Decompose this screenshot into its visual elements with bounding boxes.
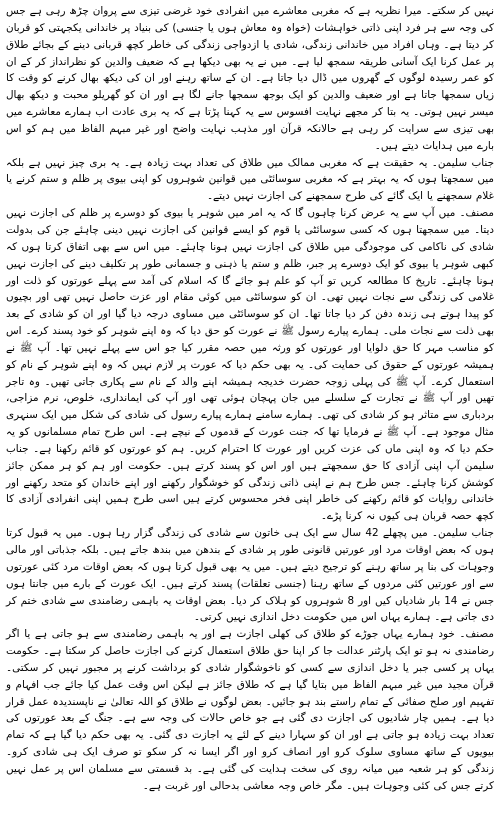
paragraph-intro: نہیں کر سکتے۔ میرا نظریہ ہے کہ مغربی معاشرے میں انفرادی خود غرضی تیزی سے پروان چڑھ رہی ہے جس کی وجہ سے ہر فرد اپنی ذاتی خواہشات (خواہ وہ معاش ہوں یا جنسی) کی بنیاد پر خاندانی یکجہتی کو قربان کر دیتا ہے۔ وہاں افراد میں خاندانی زندگی، شادی یا ازدواجی زندگی کی خاطر کچھ قربانی دینے کے بجائے طلاق پر عمل کرنا ایک آسانی طریقہ سمجھ لیا ہے۔ میں نے یہ بھی دیکھا ہے کہ ضعیف والدین کو نظرانداز کر کے ان کو عمر رسیدہ لوگوں کے گھروں میں ڈال دیا جاتا ہے۔ ان کے ساتھ رہنے اور ان کی دیکھ بھال کرنے کو وقت کا زیاں سمجھا جاتا ہے اور ضعیف والدین کو ایک بوجھ سمجھا جانے لگا ہے اور ان کو گھریلو محبت و دیکھ بھال میسر نہیں ہوتی۔ یہ بتا کر مجھے نہایت افسوس سے یہ کہنا پڑتا ہے کہ یہ بری عادت اب ہمارے معاشرے میں بھی تیزی سے سرایت کر رہی ہے حالانکہ قرآن اور مذہب نہایت واضح اور غیر مبہم الفاظ میں ہم کو اس بارے میں ہدایات دیتے ہیں۔ [6,5,494,152]
paragraph-author-reply-2: مصنف۔ خود ہمارے یہاں جوڑے کو طلاق کی کھلی اجازت ہے اور یہ باہمی رضامندی سے ہو جاتی ہے یا اگر رضامندی نہ ہو تو ایک پارٹنر عدالت جا کر اپنا حق طلاق استعمال کرنے کی اجازت حاصل کر سکتا ہے۔ حکومت یہاں پر کسی جبر یا دخل اندازی سے کسی کو ناخوشگوار شادی کو برداشت کرنے پر مجبور نہیں کر سکتی۔ قرآن مجید میں غیر مبہم الفاظ میں بتایا گیا ہے کہ طلاق جائز ہے لیکن اس وقت عمل کیا جائے جب افہام و تفہیم اور صلح صفائی کے تمام راستے بند ہو جائیں۔ بعض لوگوں نے طلاق کو اللہ تعالیٰ نے ناپسندیدہ عمل قرار دیا ہے۔ ہمیں چار شادیوں کی اجازت دی گئی ہے جو خاص حالات کی وجہ سے ہے۔ جنگ کے بعد عورتوں کی تعداد بہت زیادہ ہو جاتی ہے اور ان کو سہارا دینے کے لئے یہ اجازت دی گئی۔ یہ بھی حکم دیا گیا ہے کہ تمام بیویوں کے ساتھ مساوی سلوک کرو اور انصاف کرو اور اگر ایسا نہ کر سکو تو صرف ایک ہی شادی کرو۔ زندگی کو ہر شعبہ میں میانہ روی کی سخت ہدایت کی گئی ہے۔ بد قسمتی سے مسلمان اس پر عمل نہیں کرتے جس کی کئی وجوہات ہیں۔ مگر خاص وجہ معاشی بدحالی اور غربت ہے۔ [6,628,494,792]
paragraph-author-reply-1: مصنف۔ میں آپ سے یہ عرض کرنا چاہوں گا کہ یہ امر میں شوہر یا بیوی کو دوسرے پر ظلم کی اجازت نہیں دیتا۔ میں سمجھتا ہوں کہ کسی سوسائٹی یا قوم کو ایسے قوانین کی اجازت نہیں دینی چاہئے جن کی بدولت شادی کی ناکامی کی موجودگی میں طلاق کی اجازت نہیں ہونا چاہئے۔ میں اس سے بھی اتفاق کرتا ہوں کہ کبھی شوہر یا بیوی کو ایک دوسرے پر جبر، ظلم و ستم یا ذہنی و جسمانی طور پر تکلیف دینے کی اجازت نہیں ہونا چاہئے۔ تاریخ کا مطالعہ کریں تو آپ کو علم ہو جائے گا کہ اسلام کی آمد سے پہلے عورتوں کو ذلت اور غلامی کی زندگی سے نجات نہیں تھی۔ ان کو سوسائٹی میں کوئی مقام اور عزت حاصل نہیں تھی اور بچیوں کو پیدا ہوتے ہی زندہ دفن کر دیا جاتا تھا۔ ان کو سوسائٹی میں مساوی درجہ دیا گیا اور ان کو شادی کے بعد بھی ذلت سے نجات ملی۔ ہمارے پیارے رسول ﷺ نے عورت کو حق دیا کہ وہ اپنے شوہر کو خود پسند کرے۔ اس کو مناسب مہر کا حق دلوایا اور عورتوں کو ورثہ میں حصہ مقرر کیا جو اس سے پہلے نہیں تھا۔ آپ ﷺ نے ہمیشہ عورتوں کے حقوق کی حمایت کی۔ یہ بھی حکم دیا کہ عورت پر لازم نہیں کہ وہ اپنے شوہر کے نام کو استعمال کرے۔ آپ ﷺ کی پہلی زوجہ حضرت خدیجہ ہمیشہ اپنے والد کے نام سے پکاری جاتی تھیں۔ وہ تاجر تھیں اور آپ ﷺ نے تجارت کے سلسلے میں جان پہچان ہوئی تھی اور آپ کی ایمانداری، خلوص، نرم مزاجی، بردباری سے متاثر ہو کر شادی کی تھی۔ ہمارے سامنے ہمارے پیارے رسول کی شادی کی شکل میں ایک سنہری مثال موجود ہے۔ آپ ﷺ نے فرمایا تھا کہ جنت عورت کے قدموں کے نیچے ہے۔ اس طرح تمام مسلمانوں کو یہ حکم دیا کہ وہ اپنی ماں کی عزت کریں اور عورت کا احترام کریں۔ ہم کو عورتوں کو قائم رکھنا ہے۔ جناب سلیمن آپ اپنی آزادی کا حق سمجھتے ہیں اور اس کو پسند کرتے ہیں۔ حکومت اور ہم کو ہر ممکن جائز کوشش کرنا چاہئے۔ جس طرح ہم نے اپنی ذاتی زندگی کو خوشگوار رکھنے اور اپنے خاندان کو متحد رکھنے اور خاندانی روایات کو قائم رکھنے کی خاطر اپنی فخر محسوس کرتے ہیں اسی طرح ہمیں اپنی انفرادی آزادی کا کچھ حصہ قربان ہی کیوں نہ کرنا پڑے۔ [6,207,494,523]
paragraph-solomon-reply-2: جناب سلیمن۔ میں پچھلے 42 سال سے ایک ہی خاتون سے شادی کی زندگی گزار رہا ہوں۔ میں یہ قبول کرتا ہوں کہ بعض اوقات مرد اور عورتیں قانونی طور پر شادی کے بندھن میں بندھ جاتے ہیں۔ بلکہ جذباتی اور مالی وجوہات کی بنا پر ساتھ رہنے کو ترجیح دیتے ہیں۔ میں یہ بھی قبول کرتا ہوں کہ بعض اوقات مرد کئی عورتوں سے اور عورتیں کئی مردوں کے ساتھ رہنا (جنسی تعلقات) پسند کرتے ہیں۔ ایک عورت کے بارے میں جانتا ہوں جس نے 14 بار شادیاں کیں اور 8 شوہروں کو ہلاک کر دیا۔ بعض اوقات یہ باہمی رضامندی سے شادی ختم کر دی جاتی ہے۔ ہمارے یہاں اس میں حکومت دخل اندازی نہیں کرتی۔ [6,527,495,624]
paragraph-solomon-reply-1: جناب سلیمن۔ یہ حقیقت ہے کہ مغربی ممالک میں طلاق کی تعداد بہت زیادہ ہے۔ یہ بری چیز نہیں ہے بلکہ میں سمجھتا ہوں کہ یہ بہتر ہے کہ مغربی سوسائٹی میں قوانین شوہروں کو اپنی بیوی پر ظلم و ستم کرنے یا غلام سمجھنے یا ایک گائے کی طرح سمجھنے کی اجازت نہیں دیتے۔ [6,156,494,203]
